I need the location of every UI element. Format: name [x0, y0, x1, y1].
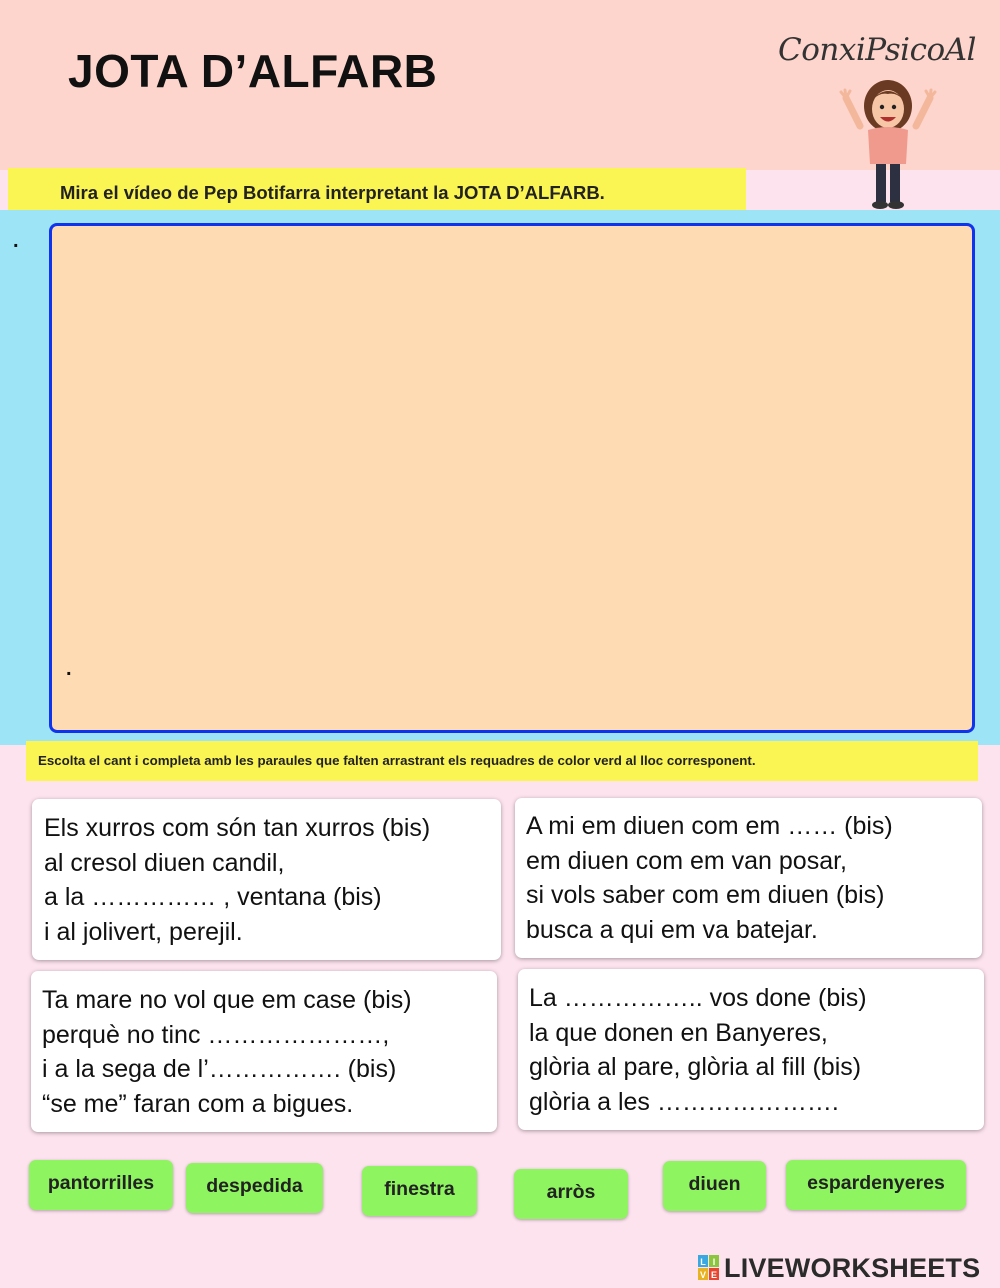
liveworksheets-brand: LIVEWORKSHEETS [724, 1253, 981, 1283]
verse-card-4 [518, 969, 984, 1130]
complete-instruction-banner [26, 741, 978, 781]
badge-letter: I [712, 1257, 716, 1267]
verse-line: em diuen com em van posar, [526, 846, 847, 875]
badge-letter: E [710, 1270, 718, 1280]
word-chip-pantorrilles[interactable] [29, 1160, 173, 1210]
verse-line: glòria al pare, glòria al fill (bis) [529, 1053, 862, 1081]
verse-line: glòria a les …………………. [529, 1087, 839, 1116]
verse-line: al cresol diuen candil, [44, 848, 285, 877]
verse-line: si vols saber com em diuen (bis) [526, 881, 885, 909]
verse-line: Ta mare no vol que em case (bis) [42, 986, 412, 1014]
page-title: JOTA D’ALFARB [68, 45, 438, 97]
video-instruction-banner [8, 168, 746, 216]
verse-line: i al jolivert, perejil. [44, 917, 243, 946]
verse-line: busca a qui em va batejar. [526, 915, 818, 944]
verse-line: La …………….. vos done (bis) [529, 984, 867, 1012]
verse-line: la que donen en Banyeres, [529, 1018, 828, 1047]
verse-line: Els xurros com són tan xurros (bis) [44, 814, 431, 842]
badge-letter: V [699, 1270, 707, 1280]
word-chip-espardenyeres[interactable] [786, 1160, 966, 1210]
word-chip-label: finestra [384, 1178, 455, 1200]
word-chip-finestra[interactable] [362, 1166, 477, 1216]
author-logo: ConxiPsicoAl [778, 32, 976, 68]
liveworksheets-badge-icon [698, 1253, 722, 1283]
word-chip-label: espardenyeres [807, 1172, 945, 1194]
verse-card-2 [515, 798, 982, 958]
header-banner [0, 0, 1000, 170]
video-player[interactable] [49, 223, 975, 733]
word-chip-label: despedida [206, 1175, 303, 1197]
verse-line: A mi em diuen com em …… (bis) [526, 812, 893, 840]
verse-card-1 [32, 799, 501, 960]
verse-line: a la …………… , ventana (bis) [44, 883, 382, 911]
badge-letter: L [700, 1257, 706, 1267]
verse-line: perquè no tinc …………………, [42, 1020, 390, 1049]
dot-marker: . [66, 658, 72, 680]
verse-line: i a la sega de l’……………. (bis) [42, 1055, 397, 1083]
dot-marker: . [13, 230, 19, 252]
word-chip-diuen[interactable] [663, 1161, 766, 1211]
word-chip-label: pantorrilles [47, 1172, 155, 1194]
word-chip-label: arròs [546, 1181, 596, 1203]
verse-card-3 [31, 971, 497, 1132]
word-chip-despedida[interactable] [186, 1163, 323, 1213]
video-instruction-text: Mira el vídeo de Pep Botifarra interpretant la JOTA D’ALFARB. [60, 182, 605, 203]
verse-line: “se me” faran com a bigues. [42, 1089, 354, 1118]
word-chip-label: diuen [688, 1173, 741, 1195]
author-avatar-icon [838, 72, 938, 212]
complete-instruction-text: Escolta el cant i completa amb les paraules que falten arrastrant els requadres de color verd al lloc corresponent. [38, 753, 756, 768]
word-chip-arros[interactable] [514, 1169, 628, 1219]
